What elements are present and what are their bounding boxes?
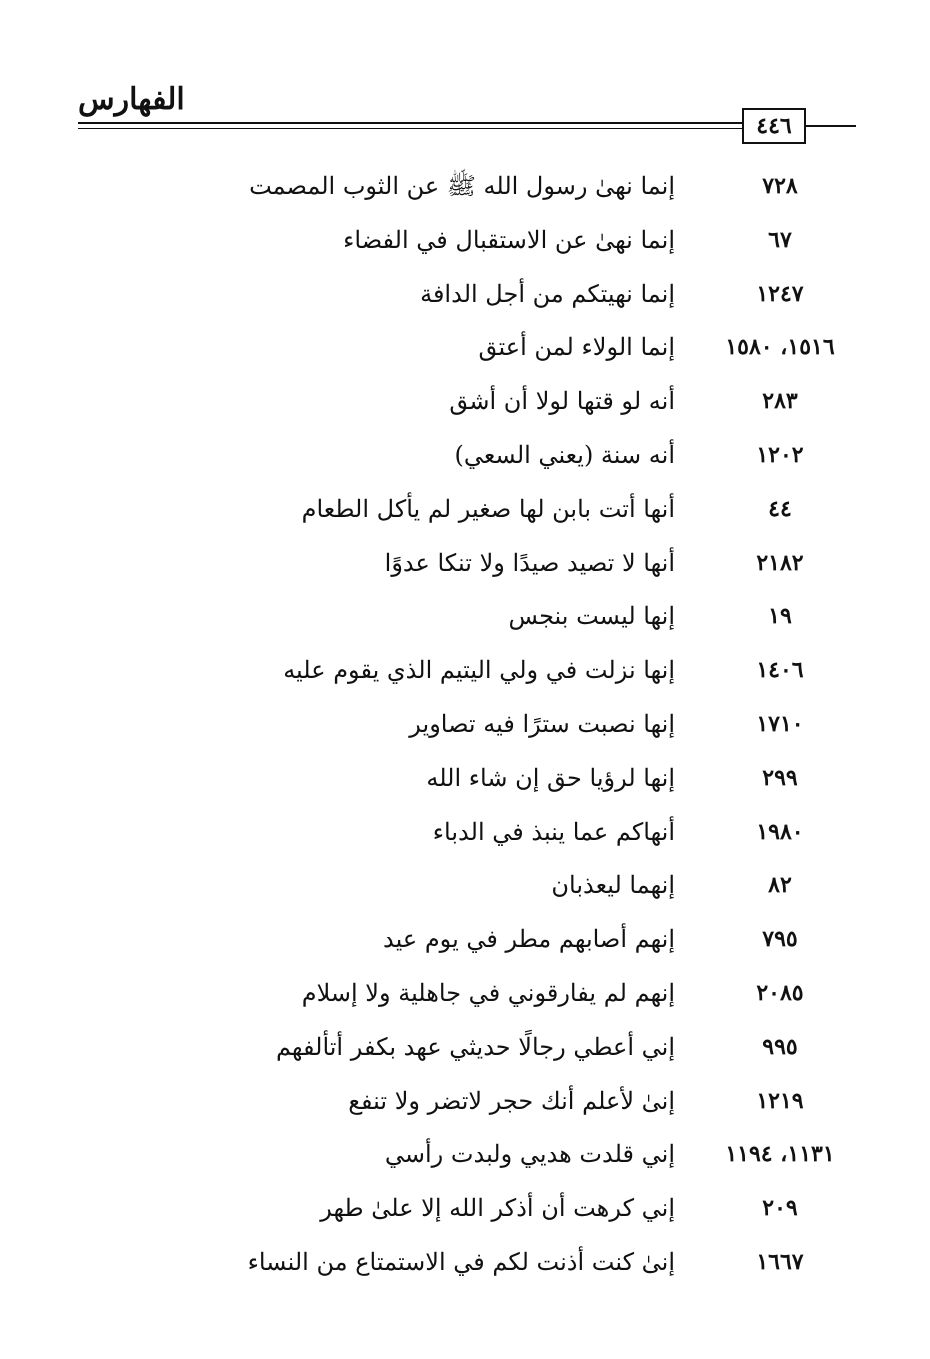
index-entry — [0, 590, 930, 644]
entry-reference: ١١٣١، ١١٩٤ — [725, 1141, 835, 1168]
entry-text: إنها ليست بنجس — [508, 602, 675, 631]
index-entry — [0, 967, 930, 1021]
entry-text: إنها نزلت في ولي اليتيم الذي يقوم عليه — [283, 656, 675, 685]
entry-text: إنهم لم يفارقوني في جاهلية ولا إسلام — [301, 978, 675, 1007]
index-entry — [0, 859, 930, 913]
entry-text: إني كرهت أن أذكر الله إلا علىٰ طهر — [320, 1194, 675, 1223]
entry-reference: ١٦٦٧ — [756, 1248, 804, 1275]
entry-text: إنها لرؤيا حق إن شاء الله — [426, 763, 675, 792]
entry-reference: ٤٤ — [768, 495, 792, 522]
index-entry — [0, 375, 930, 429]
entry-text: أنها أتت بابن لها صغير لم يأكل الطعام — [301, 494, 675, 523]
entry-reference: ١٥١٦، ١٥٨٠ — [725, 334, 835, 361]
entry-text: إنىٰ لأعلم أنك حجر لاتضر ولا تنفع — [348, 1086, 675, 1115]
entry-reference: ٢٨٣ — [762, 388, 798, 415]
page-number: ٤٤٦ — [742, 108, 806, 144]
entry-reference: ١٢٠٢ — [756, 441, 804, 468]
entry-text: إنىٰ كنت أذنت لكم في الاستمتاع من النساء — [247, 1247, 675, 1276]
entry-text: إنما نهيتكم من أجل الدافة — [420, 279, 675, 308]
entry-reference: ١٧١٠ — [756, 710, 804, 737]
entry-text: إنما نهىٰ عن الاستقبال في الفضاء — [343, 225, 675, 254]
page-header — [0, 0, 930, 160]
entry-reference: ١٤٠٦ — [756, 657, 804, 684]
section-title: الفهارس — [78, 82, 185, 117]
entry-text: إنما نهىٰ رسول الله ﷺ عن الثوب المصمت — [249, 172, 675, 200]
index-entry — [0, 1021, 930, 1075]
entry-reference: ٦٧ — [768, 226, 792, 253]
entry-reference: ٧٩٥ — [762, 926, 798, 953]
entry-reference: ٢٠٨٥ — [756, 979, 804, 1006]
entry-text: إنما الولاء لمن أعتق — [478, 333, 675, 362]
index-entry — [0, 214, 930, 268]
entry-text: أنه لو قتها لولا أن أشق — [449, 387, 675, 416]
index-entries — [0, 160, 930, 1290]
entry-reference: ٨٢ — [768, 872, 792, 899]
index-entry — [0, 483, 930, 537]
entry-reference: ٩٩٥ — [762, 1033, 798, 1060]
index-entry — [0, 806, 930, 860]
header-rule-right — [806, 125, 856, 127]
entry-text: أنه سنة (يعني السعي) — [454, 440, 675, 469]
entry-reference: ٢٩٩ — [762, 764, 798, 791]
index-entry — [0, 268, 930, 322]
index-entry — [0, 698, 930, 752]
index-entry — [0, 752, 930, 806]
entry-reference: ١٢١٩ — [756, 1087, 804, 1114]
entry-text: أنهاكم عما ينبذ في الدباء — [432, 817, 675, 846]
entry-reference: ١٢٤٧ — [756, 280, 804, 307]
entry-text: أنها لا تصيد صيدًا ولا تنكا عدوًا — [384, 548, 675, 577]
entry-reference: ٢٠٩ — [762, 1195, 798, 1222]
header-rule-top — [78, 122, 742, 124]
index-entry — [0, 1075, 930, 1129]
header-rule-bottom — [78, 128, 742, 129]
index-entry — [0, 537, 930, 591]
index-entry — [0, 321, 930, 375]
index-entry — [0, 1182, 930, 1236]
index-entry — [0, 160, 930, 214]
entry-text: إني قلدت هديي ولبدت رأسي — [384, 1140, 675, 1169]
entry-reference: ٢١٨٢ — [756, 549, 804, 576]
entry-text: إنها نصبت سترًا فيه تصاوير — [409, 709, 675, 738]
entry-reference: ١٩٨٠ — [756, 818, 804, 845]
index-entry — [0, 644, 930, 698]
entry-text: إني أعطي رجالًا حديثي عهد بكفر أتألفهم — [275, 1032, 675, 1061]
entry-reference: ٧٢٨ — [762, 173, 798, 199]
index-entry — [0, 1236, 930, 1290]
entry-text: إنهما ليعذبان — [551, 871, 675, 900]
index-entry — [0, 1128, 930, 1182]
index-entry — [0, 913, 930, 967]
index-entry — [0, 429, 930, 483]
entry-text: إنهم أصابهم مطر في يوم عيد — [383, 925, 675, 954]
entry-reference: ١٩ — [768, 603, 792, 630]
